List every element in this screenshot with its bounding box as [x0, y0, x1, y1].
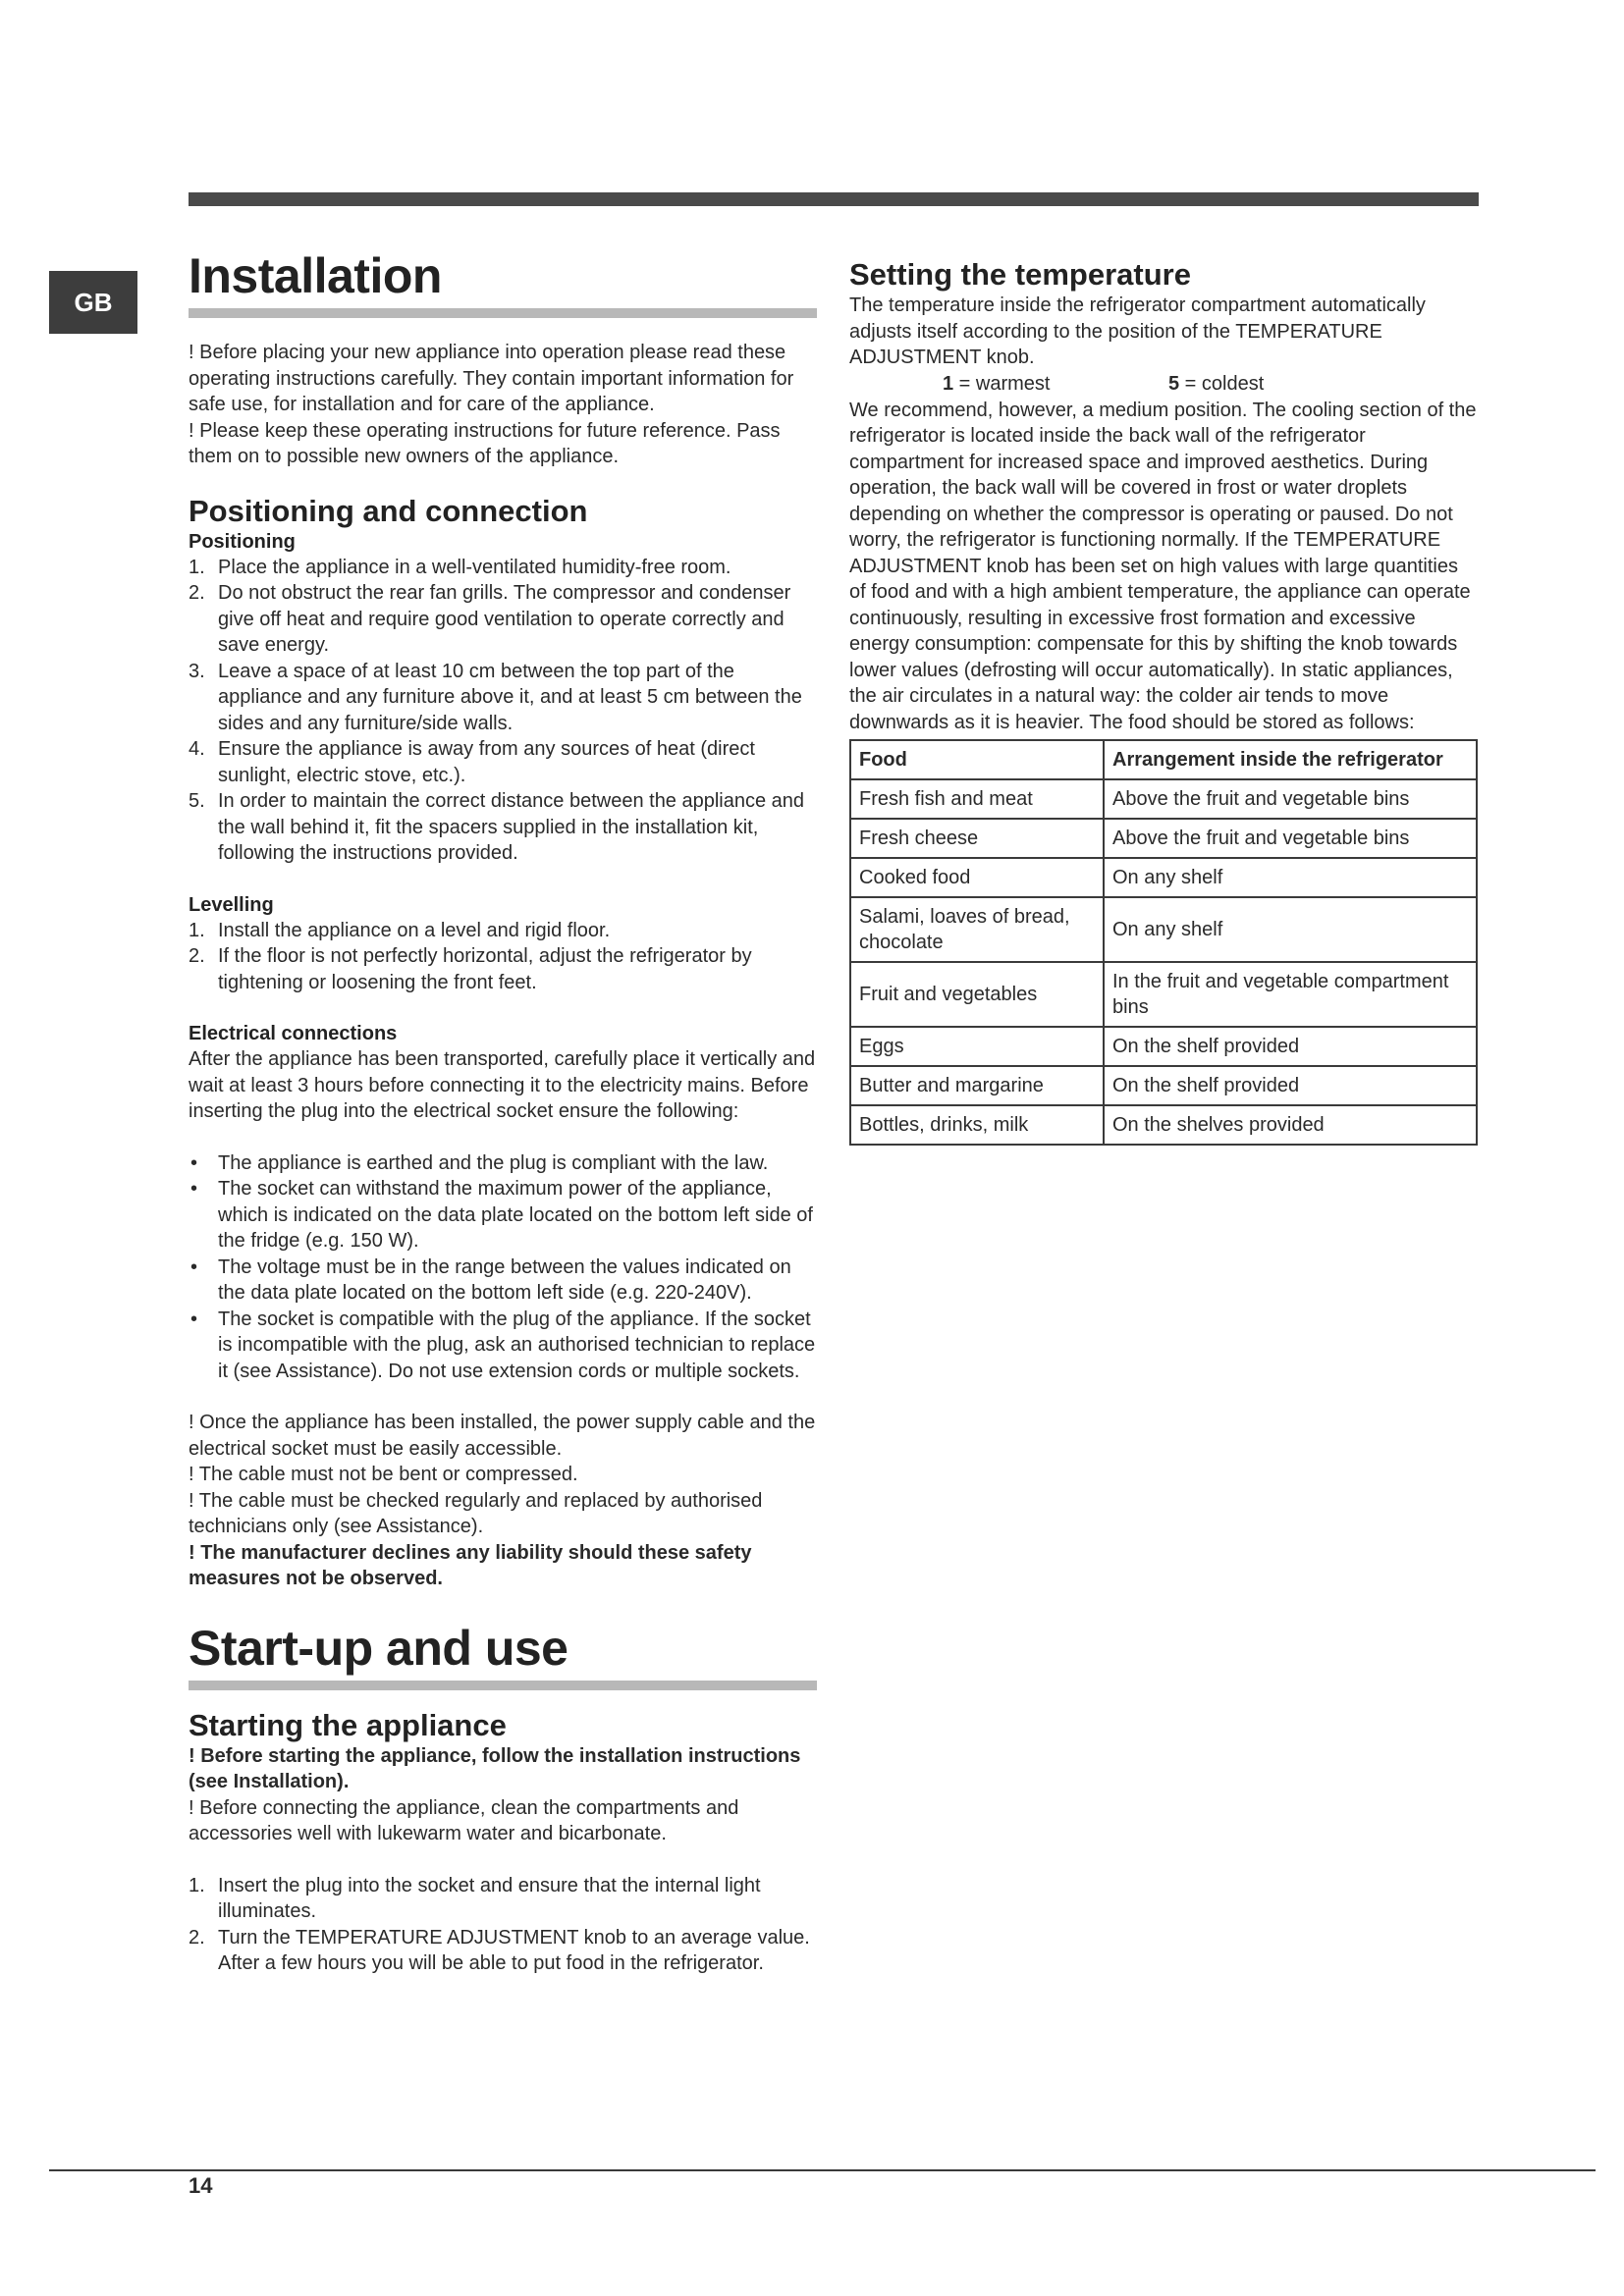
- food-storage-table: [849, 739, 1478, 1146]
- right-column: [849, 257, 1478, 1146]
- table-header-row: [850, 740, 1477, 779]
- temperature-scale: [849, 371, 1478, 398]
- table-row: Butter and margarine On the shelf provided: [850, 1066, 1477, 1105]
- installation-intro-1: ! Before placing your new appliance into operation please read these operating instructions carefully. They contain important information for safe use, for installation and for care of the appliance.: [189, 342, 794, 415]
- list-item: 2. Turn the TEMPERATURE ADJUSTMENT knob to an average value. After a few hours you will be able to put food in the refrigerator.: [189, 1926, 810, 1974]
- temperature-text: We recommend, however, a medium position. The cooling section of the refrigerator is located inside the back wall of the refrigerator compartment for increased space and improved aesthetics. During operation, the back wall will be covered in frost or water droplets depending on whether the compressor is operating or paused. Do not worry, the refrigerator is functioning normally. If the TEMPERATURE ADJUSTMENT knob has been set on high values with large quantities of food and with a high ambient temperature, the appliance can operate continuously, resulting in excessive frost formation and excessive energy consumption: compensate for this by shifting the knob towards lower values (defrosting will occur automatically). In static appliances, the air circulates in a natural way: the colder air tends to move downwards as it is heavier. The food should be stored as follows:: [849, 399, 1477, 733]
- table-row: Bottles, drinks, milk On the shelves provided: [850, 1105, 1477, 1145]
- list-item: 3. Leave a space of at least 10 cm between the top part of the appliance and any furniture above it, and at least 5 cm between the sides and any furniture/side walls.: [189, 660, 802, 734]
- positioning-title: Positioning and connection: [189, 493, 588, 528]
- list-item: • The socket is compatible with the plug of the appliance. If the socket is incompatible with the plug, ask an authorised technician to replace it (see Assistance). Do not use extension cords or multiple sockets.: [189, 1307, 817, 1385]
- table-header-arrangement: Arrangement inside the refrigerator: [1104, 740, 1477, 779]
- positioning-list: [189, 555, 817, 867]
- installation-title: Installation: [189, 248, 442, 303]
- levelling-title: Levelling: [189, 893, 274, 916]
- installation-title-rule: [189, 308, 817, 318]
- left-column: [189, 245, 817, 1977]
- warning-2: ! The cable must not be bent or compressed.: [189, 1464, 578, 1485]
- page-number: 14: [189, 2173, 213, 2198]
- temperature-intro: The temperature inside the refrigerator compartment automatically adjusts itself according to the position of the TEMPERATURE ADJUSTMENT knob.: [849, 294, 1426, 368]
- list-item: 1. Install the appliance on a level and rigid floor.: [189, 919, 611, 941]
- table-row: Salami, loaves of bread, chocolate On any shelf: [850, 897, 1477, 962]
- temperature-title: Setting the temperature: [849, 257, 1191, 292]
- startup-title: Start-up and use: [189, 1620, 568, 1676]
- positioning-subtitle: Positioning: [189, 530, 296, 553]
- table-row: Fresh cheese Above the fruit and vegetable bins: [850, 819, 1477, 858]
- warning-1: ! Once the appliance has been installed, the power supply cable and the electrical socket must be easily accessible.: [189, 1412, 816, 1460]
- warning-3: ! The cable must be checked regularly and replaced by authorised technicians only (see Assistance).: [189, 1489, 763, 1537]
- list-item: 1. Place the appliance in a well-ventilated humidity-free room.: [189, 556, 731, 578]
- electrical-bullets: [189, 1150, 817, 1385]
- top-rule: [189, 192, 1479, 206]
- coldest-label: 5 = coldest: [1168, 372, 1265, 395]
- table-row: Eggs On the shelf provided: [850, 1027, 1477, 1066]
- starting-bold: ! Before starting the appliance, follow the installation instructions (see Installation).: [189, 1744, 801, 1792]
- language-tab-label: GB: [74, 287, 113, 317]
- language-tab: [49, 271, 137, 334]
- electrical-text: After the appliance has been transported, carefully place it vertically and wait at least 3 hours before connecting it to the electricity mains. Before inserting the plug into the electrical socket ensure the following:: [189, 1048, 816, 1122]
- table-row: Cooked food On any shelf: [850, 858, 1477, 897]
- table-row: Fresh fish and meat Above the fruit and vegetable bins: [850, 779, 1477, 819]
- startup-title-rule: [189, 1681, 817, 1690]
- starting-title: Starting the appliance: [189, 1707, 507, 1742]
- list-item: 4. Ensure the appliance is away from any sources of heat (direct sunlight, electric stove, etc.).: [189, 738, 755, 786]
- bottom-rule: [49, 2169, 1596, 2171]
- starting-text: ! Before connecting the appliance, clean the compartments and accessories well with lukewarm water and bicarbonate.: [189, 1796, 739, 1844]
- list-item: • The voltage must be in the range between the values indicated on the data plate located on the bottom left side (e.g. 220-240V).: [189, 1255, 817, 1307]
- list-item: 2. Do not obstruct the rear fan grills. The compressor and condenser give off heat and require good ventilation to operate correctly and save energy.: [189, 582, 791, 656]
- warmest-label: 1 = warmest: [943, 372, 1051, 395]
- warning-bold: ! The manufacturer declines any liability should these safety measures not be observed.: [189, 1541, 752, 1589]
- table-row: Fruit and vegetables In the fruit and vegetable compartment bins: [850, 962, 1477, 1027]
- list-item: 2. If the floor is not perfectly horizontal, adjust the refrigerator by tightening or loosening the front feet.: [189, 945, 752, 993]
- list-item: • The appliance is earthed and the plug is compliant with the law.: [189, 1150, 817, 1177]
- installation-intro-2: ! Please keep these operating instructions for future reference. Pass them on to possible new owners of the appliance.: [189, 419, 781, 467]
- list-item: 1. Insert the plug into the socket and ensure that the internal light illuminates.: [189, 1874, 761, 1922]
- starting-list: [189, 1873, 817, 1977]
- list-item: • The socket can withstand the maximum power of the appliance, which is indicated on the data plate located on the bottom left side of the fridge (e.g. 150 W).: [189, 1176, 817, 1255]
- levelling-list: [189, 918, 817, 996]
- table-header-food: Food: [850, 740, 1104, 779]
- electrical-title: Electrical connections: [189, 1023, 398, 1044]
- list-item: 5. In order to maintain the correct distance between the appliance and the wall behind it, fit the spacers supplied in the installation kit, following the instructions provided.: [189, 790, 805, 864]
